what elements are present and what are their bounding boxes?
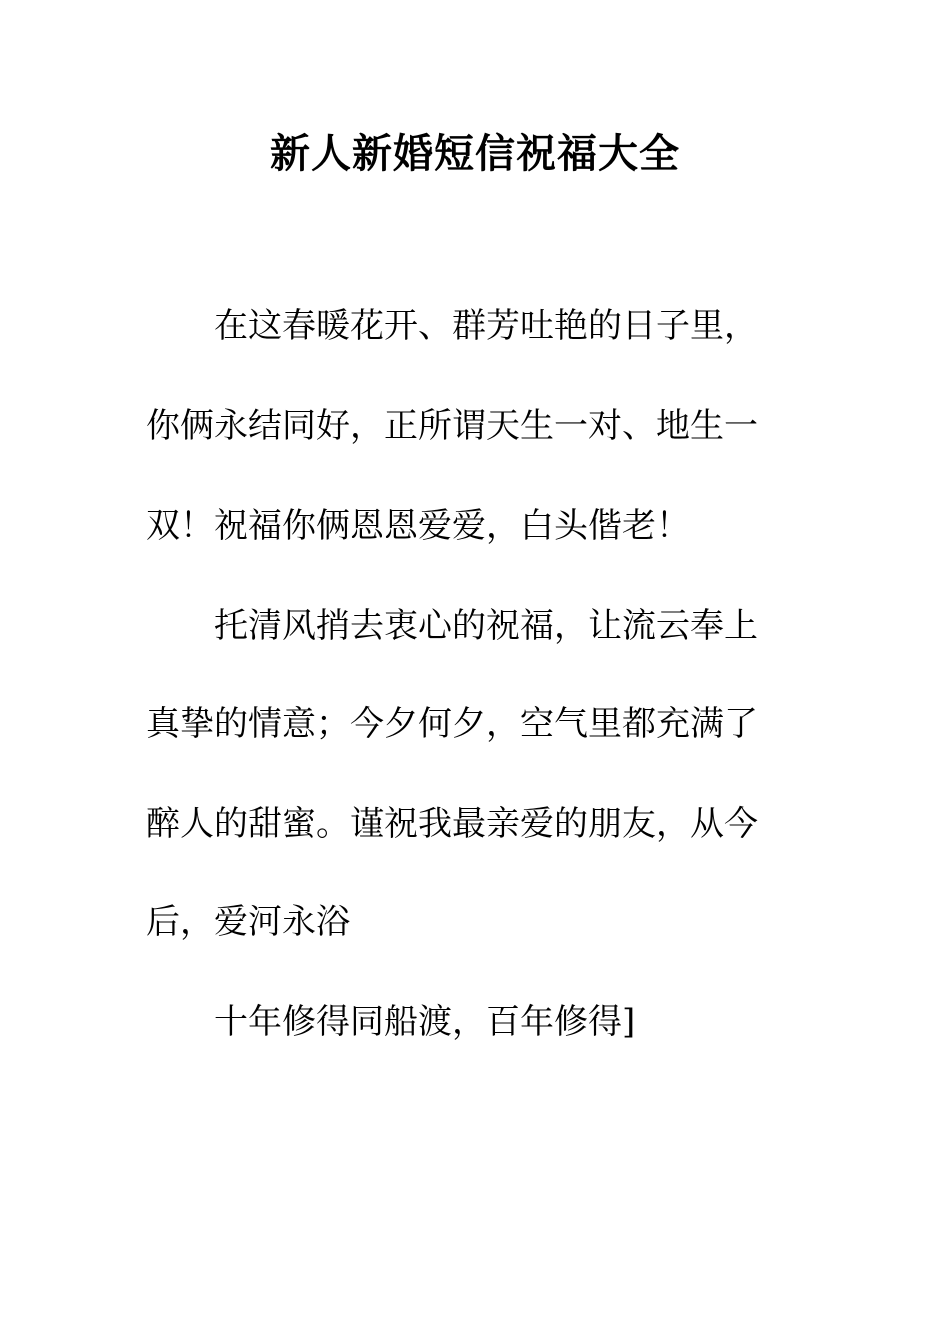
paragraph-2-line-2: 真挚的情意；今夕何夕，空气里都充满了	[146, 704, 758, 744]
paragraph-1-line-3: 双！祝福你俩恩恩爱爱，白头偕老！	[146, 506, 690, 546]
paragraph-1-line-2: 你俩永结同好，正所谓天生一对、地生一	[146, 406, 758, 446]
document-title: 新人新婚短信祝福大全	[270, 130, 680, 177]
paragraph-1-line-1: 在这春暖花开、群芳吐艳的日子里，	[214, 306, 758, 346]
paragraph-2-line-1: 托清风捎去衷心的祝福，让流云奉上	[214, 606, 758, 646]
paragraph-3-line-1: 十年修得同船渡，百年修得]	[214, 1002, 636, 1042]
paragraph-2-line-4: 后，爱河永浴	[146, 902, 350, 942]
paragraph-2-line-3: 醉人的甜蜜。谨祝我最亲爱的朋友，从今	[146, 804, 758, 844]
